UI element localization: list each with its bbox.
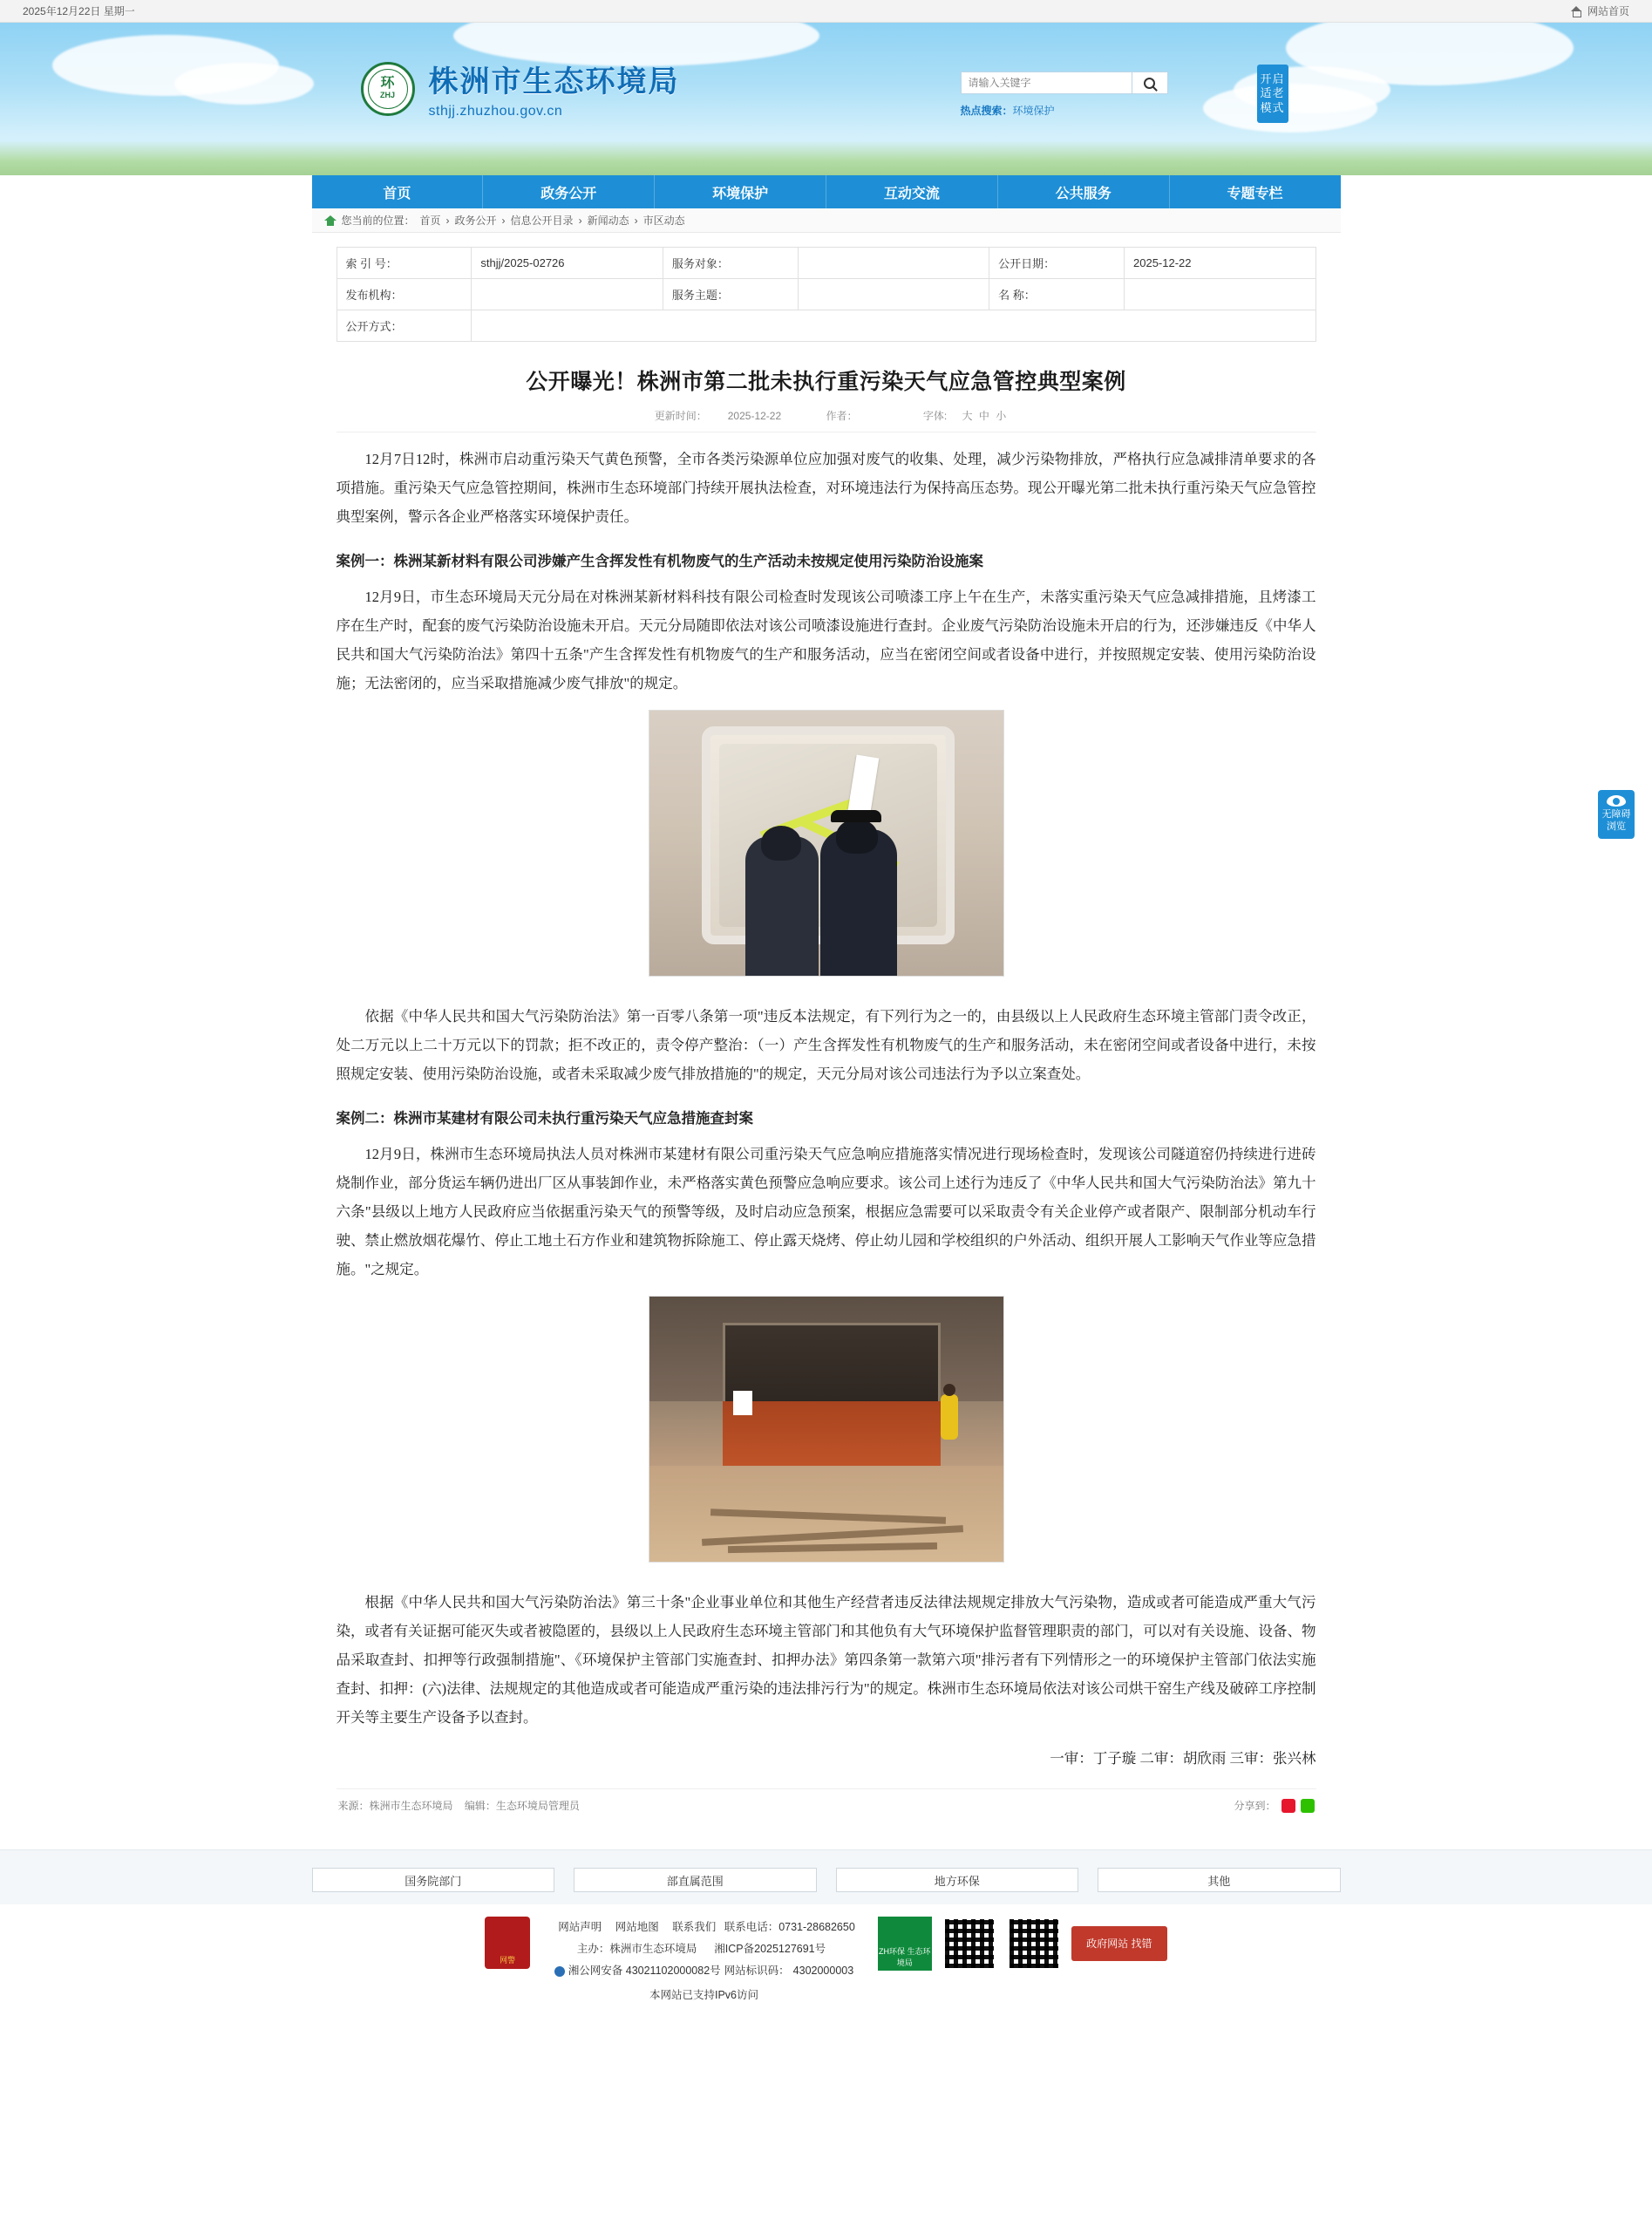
author-label: 作者： <box>826 410 858 422</box>
footer-police-record: 湘公网安备 43021102000082号 <box>568 1965 721 1977</box>
breadcrumb-item-3[interactable]: 新闻动态 <box>587 215 629 227</box>
footer-link-statement[interactable]: 网站声明 <box>558 1921 602 1933</box>
hot-search-label: 热点搜索： <box>960 105 1013 117</box>
breadcrumb-sep: › <box>634 214 638 227</box>
site-footer <box>0 1904 1652 2029</box>
case-2-paragraph-2: 根据《中华人民共和国大气污染防治法》第三十条"企业事业单位和其他生产经营者违反法律法规规定排放大气污染物，造成或者可能造成严重大气污染，或者有关证据可能灭失或者被隐匿的，县级以上人民政府生态环境主管部门和其他负有大气环境保护监督管理职责的部门，可以对有关设施、设备、物品采取查封、扣押等行政强制措施"、《环境保护主管部门实施查封、扣押办法》第四条第一款第六项"排污者有下列情形之一的环境保护主管部门依法实施查封、扣押：(六)法律、法规规定的其他造成或者可能造成严重污染的违法排污行为"的规定。株洲市生态环境局依法对该公司烘干窑生产线及破碎工序控制开关等主要生产设备予以查封。 <box>336 1594 1316 1726</box>
document-metadata-table <box>337 247 1316 342</box>
nav-item-services[interactable]: 公共服务 <box>998 175 1170 208</box>
meta-value-pubdate: 2025-12-22 <box>1125 248 1315 279</box>
meta-label-audience: 服务对象： <box>663 248 798 279</box>
breadcrumb-item-2[interactable]: 信息公开目录 <box>510 215 574 227</box>
meta-value-index: sthjj/2025-02726 <box>472 248 663 279</box>
photo-officer-head <box>761 826 801 861</box>
gov-site-report-badge[interactable]: 政府网站 找错 <box>1071 1926 1167 1961</box>
footer-text-block <box>553 1917 855 2006</box>
main-nav-wrapper <box>312 175 1341 208</box>
font-size-medium[interactable]: 中 <box>978 410 989 422</box>
article-body <box>337 445 1316 1773</box>
elder-mode-button[interactable]: 开启适老模式 <box>1257 65 1288 123</box>
accessibility-label: 无障碍浏览 <box>1601 809 1631 832</box>
figure-2 <box>337 1296 1316 1572</box>
cloud-decoration <box>174 63 314 105</box>
meta-label-index: 索 引 号： <box>337 248 472 279</box>
photo-worker-shape <box>941 1394 958 1440</box>
wechat-icon[interactable] <box>1301 1799 1315 1813</box>
case-2-heading: 案例二：株洲市某建材有限公司未执行重污染天气应急措施查封案 <box>336 1110 753 1127</box>
case-1-heading: 案例一：株洲某新材料有限公司涉嫌产生含挥发性有机物废气的生产活动未按规定使用污染防治设施案 <box>336 553 983 569</box>
font-size-label: 字体: <box>922 410 948 422</box>
breadcrumb-item-0[interactable]: 首页 <box>419 215 441 227</box>
article-subline <box>337 408 1316 432</box>
table-row <box>337 248 1315 279</box>
editor-value: 生态环境局管理员 <box>495 1800 580 1812</box>
source-label: 来源： <box>337 1800 370 1812</box>
search-input[interactable] <box>961 72 1132 94</box>
breadcrumb-sep: › <box>445 214 450 227</box>
breadcrumb <box>312 208 1341 233</box>
meta-value-name <box>1125 279 1315 310</box>
footer-link-sitemap[interactable]: 网站地图 <box>615 1921 659 1933</box>
nav-item-env[interactable]: 环境保护 <box>655 175 826 208</box>
breadcrumb-item-1[interactable]: 政务公开 <box>454 215 497 227</box>
footer-icp[interactable]: 湘ICP备2025127691号 <box>714 1943 826 1955</box>
article-signoff: 一审：丁子璇 二审：胡欣雨 三审：张兴林 <box>1050 1750 1316 1767</box>
meta-value-publisher <box>472 279 663 310</box>
font-size-small[interactable]: 小 <box>996 410 1007 422</box>
nav-item-interact[interactable]: 互动交流 <box>826 175 998 208</box>
eye-icon <box>1607 795 1626 807</box>
footer-badges <box>878 1917 1167 1971</box>
page-title: 公开曝光！株洲市第二批未执行重污染天气应急管控典型案例 <box>526 370 1126 394</box>
link-select-other[interactable]: 其他 <box>1098 1868 1341 1892</box>
editor-label: 编辑： <box>464 1800 496 1812</box>
breadcrumb-prefix: 您当前的位置： <box>341 215 415 227</box>
meta-label-publisher: 发布机构： <box>337 279 472 310</box>
photo-officer-head <box>836 819 878 854</box>
author <box>815 410 891 422</box>
footer-tel: 0731-28682650 <box>778 1921 855 1933</box>
figure-1 <box>337 710 1316 986</box>
breadcrumb-sep: › <box>578 214 582 227</box>
home-link[interactable]: 网站首页 <box>1587 5 1629 17</box>
site-logo-block[interactable] <box>361 58 680 119</box>
footer-siteid-label: 网站标识码： <box>724 1965 790 1977</box>
update-time <box>644 410 795 422</box>
search-button[interactable] <box>1132 72 1168 94</box>
home-icon <box>1571 6 1582 17</box>
police-badge-icon <box>554 1966 565 1977</box>
footer-siteid: 4302000003 <box>792 1965 854 1977</box>
footer-host: 株洲市生态环境局 <box>609 1943 697 1955</box>
font-size-control <box>913 410 1008 422</box>
case-1-photo <box>649 710 1004 977</box>
source-value: 株洲市生态环境局 <box>369 1800 453 1812</box>
home-icon <box>324 215 337 226</box>
nav-item-topics[interactable]: 专题专栏 <box>1227 186 1283 201</box>
case-1-paragraph-1: 12月9日，市生态环境局天元分局在对株洲某新材料科技有限公司检查时发现该公司喷漆工序上午在生产，未落实重污染天气应急减排措施，且烤漆工序在生产时，配套的废气污染防治设施未开启。天元分局随即依法对该公司喷漆设施进行查封。企业废气污染防治设施未开启的行为，还涉嫌违反《中华人民共和国大气污染防治法》第四十五条"产生含挥发性有机物废气的生产和服务活动，应当在密闭空间或者设备中进行，并按照规定安装、使用污染防治设施；无法密闭的，应当采取措施减少废气排放"的规定。 <box>336 589 1316 691</box>
case-1-paragraph-2: 依据《中华人民共和国大气污染防治法》第一百零八条第一项"违反本法规定，有下列行为之一的，由县级以上人民政府生态环境主管部门责令改正，处二万元以上二十万元以下的罚款；拒不改正的，责令停产整治：（一）产生含挥发性有机物废气的生产和服务活动，未在密闭空间或者设备中进行，未按照规定安装、使用污染防治设施，或者未采取减少废气排放措施的"的规定，天元分局对该公司违法行为予以立案查处。 <box>336 1008 1316 1082</box>
breadcrumb-sep: › <box>501 214 506 227</box>
font-size-large[interactable]: 大 <box>962 410 973 422</box>
weibo-icon[interactable] <box>1281 1799 1295 1813</box>
meta-label-name: 名 称： <box>989 279 1125 310</box>
meta-label-theme: 服务主题： <box>663 279 798 310</box>
police-emblem-icon: 网警 <box>485 1917 530 1969</box>
footer-tel-label: 联系电话： <box>724 1921 779 1933</box>
table-row <box>337 310 1315 342</box>
photo-notice-sign <box>733 1391 752 1415</box>
meta-value-audience <box>798 248 989 279</box>
update-time-label: 更新时间： <box>654 410 707 422</box>
friendly-links-bar <box>0 1849 1652 1904</box>
case-2-photo <box>649 1296 1004 1563</box>
link-select-local-env[interactable]: 地方环保 <box>836 1868 1079 1892</box>
site-title-cn: 株洲市生态环境局 <box>428 65 680 99</box>
article-paragraph-intro: 12月7日12时，株洲市启动重污染天气黄色预警，全市各类污染源单位应加强对废气的收集、处理，减少污染物排放，严格执行应急减排清单要求的各项措施。重污染天气应急管控期间，株洲市生态环境部门持续开展执法检查，对环境违法行为保持高压态势。现公开曝光第二批未执行重污染天气应急管控典型案例，警示各企业严格落实环境保护责任。 <box>336 451 1316 525</box>
meta-label-pubdate: 公开日期： <box>989 248 1125 279</box>
site-search <box>961 72 1170 118</box>
hot-search-keyword[interactable]: 环境保护 <box>1012 105 1055 117</box>
footer-link-contact[interactable]: 联系我们 <box>672 1921 717 1933</box>
footer-host-label: 主办： <box>576 1943 610 1955</box>
photo-officer-cap <box>831 810 881 822</box>
meta-value-disclosure <box>472 310 1315 342</box>
page-container <box>312 208 1341 1827</box>
qr-code-icon <box>942 1917 996 1971</box>
link-select-state-council[interactable]: 国务院部门 <box>312 1868 555 1892</box>
table-row <box>337 279 1315 310</box>
meta-label-disclosure: 公开方式： <box>337 310 472 342</box>
search-icon <box>1144 78 1155 89</box>
nav-item-home[interactable]: 首页 <box>312 175 484 208</box>
source-editor <box>338 1798 580 1813</box>
hot-search-row <box>961 103 1170 118</box>
share-label: 分享到： <box>1234 1800 1276 1812</box>
site-banner <box>0 23 1652 175</box>
article-footer-meta <box>337 1788 1316 1818</box>
agency-seal-icon: 环 ZHJ <box>361 62 415 116</box>
top-utility-bar <box>0 0 1652 23</box>
nav-item-affairs[interactable]: 政务公开 <box>483 175 655 208</box>
site-domain: sthjj.zhuzhou.gov.cn <box>428 104 563 119</box>
share-block <box>1234 1798 1314 1813</box>
breadcrumb-item-4[interactable]: 市区动态 <box>642 215 685 227</box>
main-nav <box>312 175 1341 208</box>
meta-value-theme <box>798 279 989 310</box>
accessibility-float-button[interactable] <box>1598 790 1635 839</box>
official-account-qr-icon <box>878 1917 932 1971</box>
link-select-ministry[interactable]: 部直属范围 <box>574 1868 817 1892</box>
footer-ipv6: 本网站已支持IPv6访问 <box>649 1988 758 2001</box>
case-2-paragraph-1: 12月9日，株洲市生态环境局执法人员对株洲市某建材有限公司重污染天气应急响应措施落实情况进行现场检查时，发现该公司隧道窑仍持续进行进砖烧制作业，部分货运车辆仍进出厂区从事装卸作业，未严格落实黄色预警应急响应要求。该公司上述行为违反了《中华人民共和国大气污染防治法》第九十六条"县级以上地方人民政府应当依据重污染天气的预警等级，及时启动应急预案，根据应急需要可以采取责令有关企业停产或者限产、限制部分机动车行驶、禁止燃放烟花爆竹、停止工地土石方作业和建筑物拆除施工、停止露天烧烤、停止幼儿园和学校组织的户外活动、组织开展人工影响天气作业等应急措施。"之规定。 <box>336 1146 1316 1277</box>
current-date: 2025年12月22日 星期一 <box>23 5 135 17</box>
update-time-value: 2025-12-22 <box>727 410 782 422</box>
seal-text: ZHJ <box>379 91 395 100</box>
qr-code-icon <box>1007 1917 1061 1971</box>
qr-green-label: ZH环保 生态环境局 <box>879 1947 931 1967</box>
page-content <box>312 233 1341 1827</box>
